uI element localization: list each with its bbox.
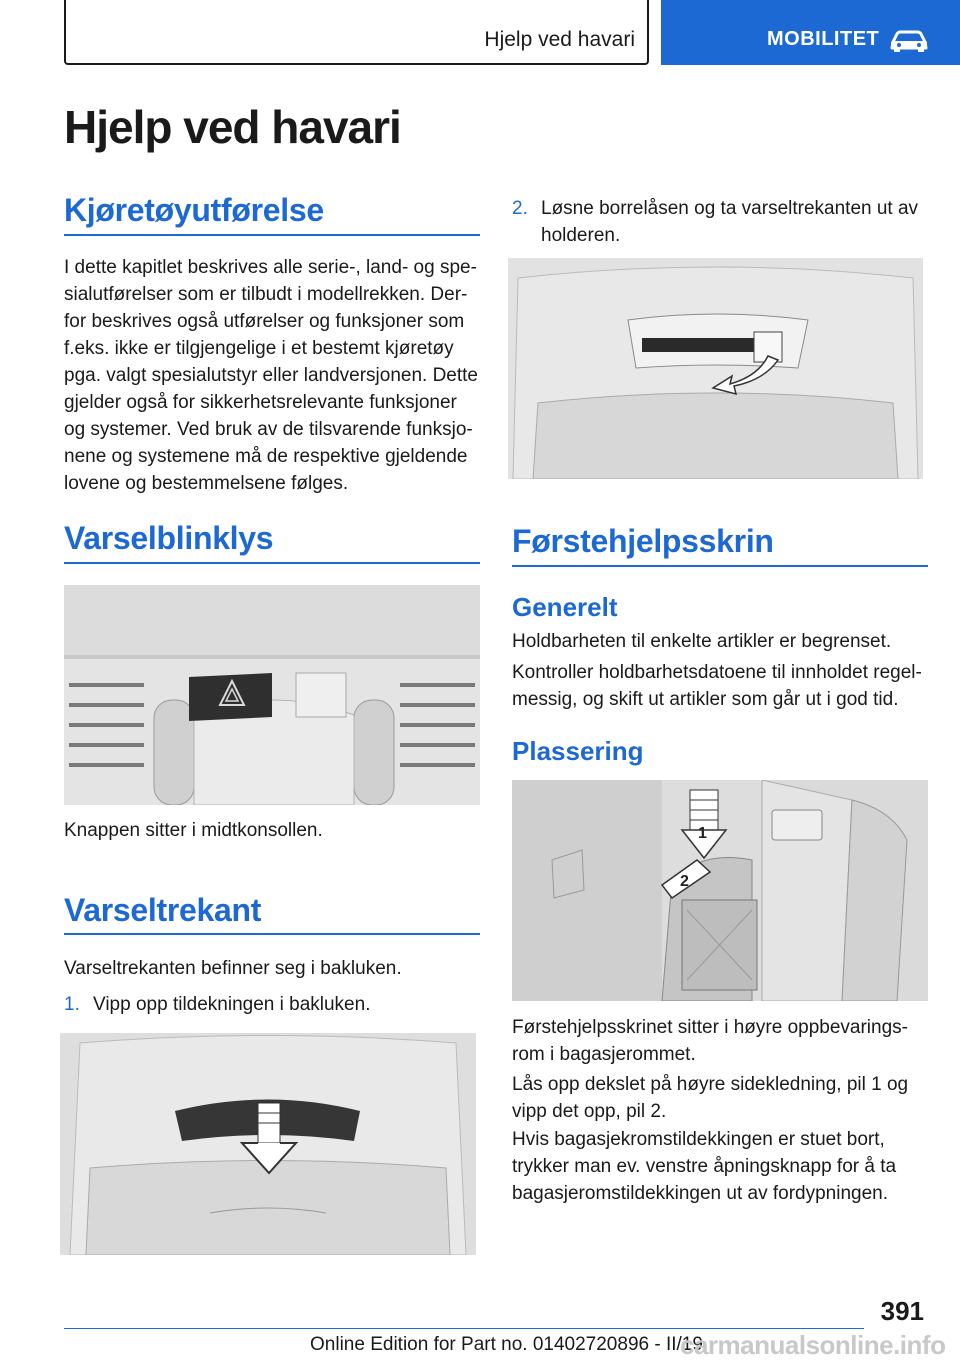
text-line: gjelder også for sikkerhetsrelevante funksjoner: [64, 392, 457, 413]
text-line: I dette kapitlet beskrives alle serie-, land- og spe-: [64, 257, 477, 278]
section-rule: [64, 234, 480, 236]
chapter-tab-label: MOBILITET: [767, 28, 880, 50]
section-rule: [512, 565, 928, 567]
plassering-paragraph-2: [512, 1071, 932, 1125]
plassering-paragraph-3: [512, 1126, 932, 1207]
chapter-tab[interactable]: [661, 0, 960, 65]
tailgate-cover-photo: [60, 1033, 476, 1255]
generelt-paragraph-1: Holdbarheten til enkelte artikler er begrenset.: [512, 631, 892, 652]
first-aid-location-photo: [512, 780, 928, 1001]
page-number: 391: [880, 1296, 924, 1326]
text-line: Hvis bagasjekromstildekkingen er stuet bort,: [512, 1129, 885, 1150]
text-line: trykker man ev. venstre åpningsknapp for å ta: [512, 1156, 897, 1177]
section-rule: [64, 933, 480, 935]
step-number: 2.: [512, 198, 528, 219]
hazard-button-photo: [64, 585, 480, 805]
text-line: Lås opp dekslet på høyre sidekledning, pil 1 og: [512, 1074, 909, 1095]
generelt-paragraph-2: [512, 659, 932, 713]
text-line: lovene og bestemmelsene følges.: [64, 473, 349, 494]
kjoretoy-paragraph: [64, 254, 484, 497]
text-line: sialutførelser som er tilbudt i modellrekken. Der-: [64, 284, 468, 305]
subsection-title-plassering: Plassering: [512, 736, 644, 766]
header-frame: [64, 0, 649, 65]
varselblinklys-caption: Knappen sitter i midtkonsollen.: [64, 820, 323, 841]
watermark: carmanualsonline.info: [680, 1330, 946, 1360]
car-icon: [889, 28, 929, 52]
section-title-forstehjelp: Førstehjelpsskrin: [512, 523, 774, 559]
section-title-varselblinklys: Varselblinklys: [64, 520, 274, 556]
triangle-holder-photo: [508, 258, 923, 479]
text-line: og systemer. Ved bruk av de tilsvarende funksjo-: [64, 419, 473, 440]
footer-rule: [64, 1328, 864, 1329]
step-text: Vipp opp tildekningen i bakluken.: [93, 994, 371, 1015]
section-rule: [64, 562, 480, 564]
footer-edition: Online Edition for Part no. 01402720896 - II/19: [310, 1334, 703, 1355]
section-title-varseltrekant: Varseltrekant: [64, 892, 262, 928]
text-line: messig, og skift ut artikler som går ut i god tid.: [512, 689, 899, 710]
subsection-title-generelt: Generelt: [512, 592, 618, 622]
text-line: Kontroller holdbarhetsdatoene til innholdet regel-: [512, 662, 922, 683]
text-line: pga. valgt spesialutstyr eller landversjonen. Dette: [64, 365, 479, 386]
text-line: for beskrives også utførelser og funksjoner som: [64, 311, 465, 332]
text-line: Førstehjelpsskrinet sitter i høyre oppbevarings-: [512, 1017, 908, 1038]
step-number: 1.: [64, 994, 80, 1015]
text-line: bagasjeromstildekkingen ut av fordypningen.: [512, 1183, 889, 1204]
text-line: Løsne borrelåsen og ta varseltrekanten ut av: [541, 198, 919, 219]
text-line: f.eks. ikke er tilgjengelige i et bestemt kjøretøy: [64, 338, 454, 359]
step-text: [541, 195, 931, 249]
section-title-kjoretoy: Kjøretøyutførelse: [64, 192, 324, 228]
callout-2: 2: [680, 873, 689, 890]
page-title: Hjelp ved havari: [64, 101, 401, 153]
text-line: nene og systemene må de respektive gjeldende: [64, 446, 468, 467]
text-line: vipp det opp, pil 2.: [512, 1101, 667, 1122]
plassering-paragraph-1: [512, 1014, 932, 1068]
callout-1: 1: [698, 825, 707, 842]
text-line: holderen.: [541, 225, 621, 246]
varseltrekant-intro: Varseltrekanten befinner seg i bakluken.: [64, 958, 402, 979]
header-section-title: Hjelp ved havari: [484, 28, 635, 51]
text-line: rom i bagasjerommet.: [512, 1044, 696, 1065]
